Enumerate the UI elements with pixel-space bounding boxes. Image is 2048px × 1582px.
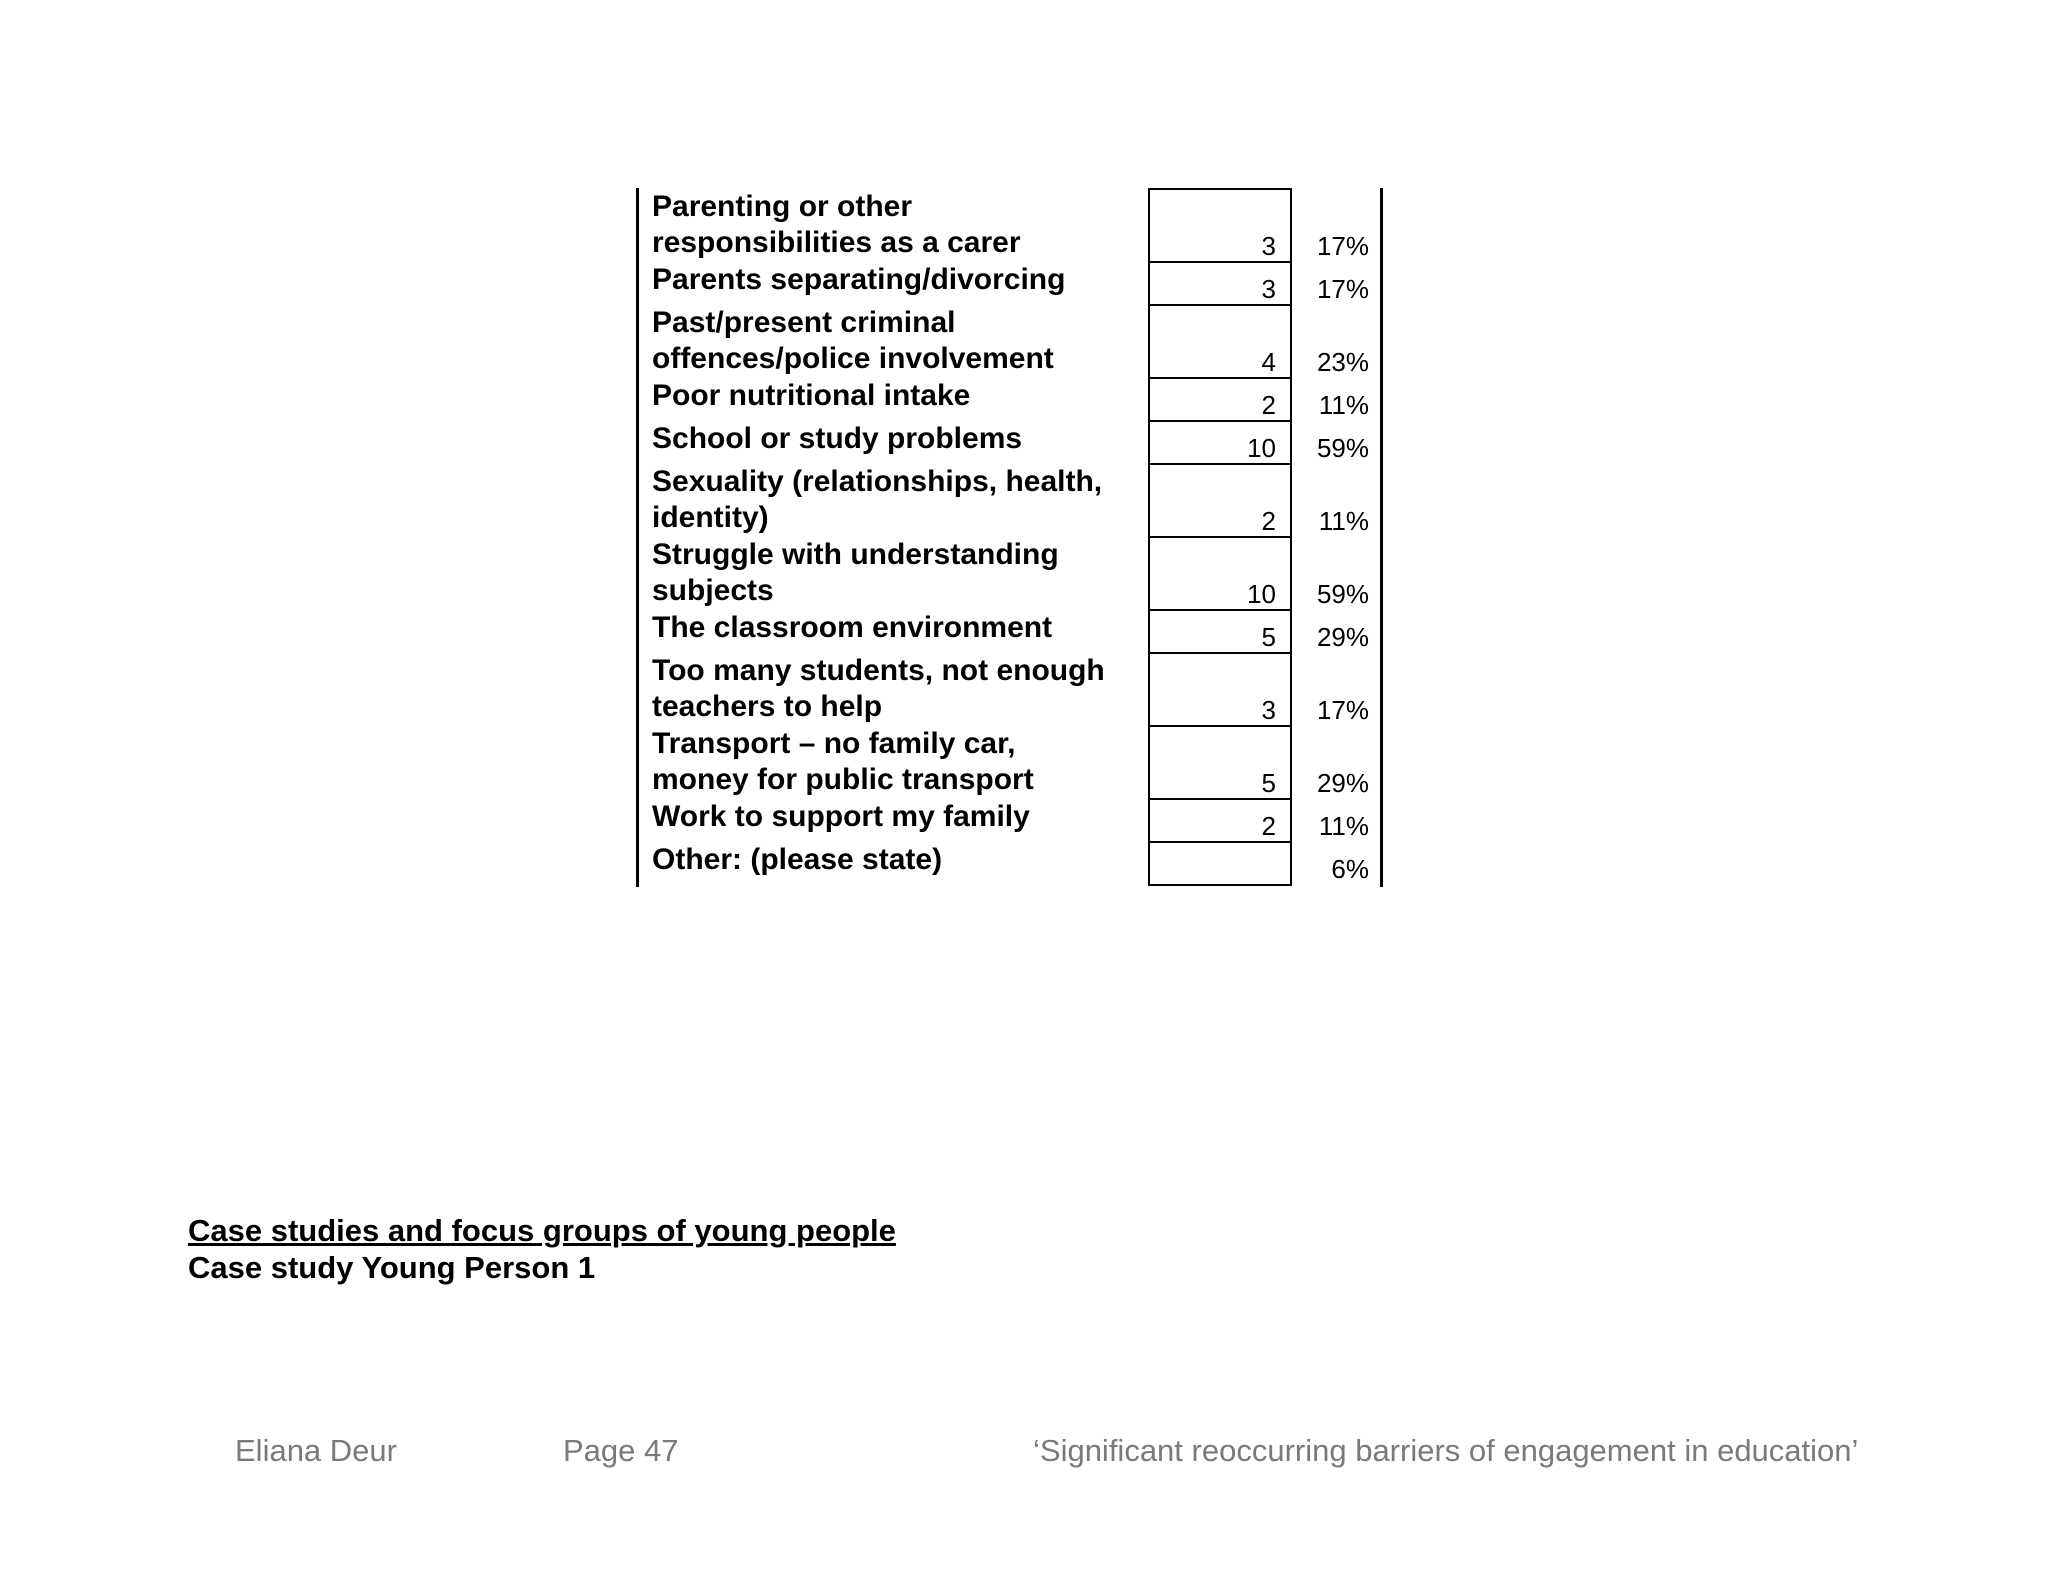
row-label-line: Other: (please state): [652, 843, 943, 876]
section-heading: Case studies and focus groups of young people: [188, 1213, 896, 1248]
row-label-line: Work to support my family: [652, 800, 1030, 833]
row-percent: 17%: [1316, 695, 1369, 725]
row-count: 3: [1261, 231, 1276, 261]
count-cell: [1148, 798, 1292, 841]
row-label-line: teachers to help: [652, 690, 883, 723]
barriers-table: [636, 188, 1383, 887]
row-percent: 17%: [1316, 231, 1369, 261]
count-cell: [1148, 420, 1292, 463]
table-row: [636, 841, 1383, 884]
row-percent: 23%: [1316, 347, 1369, 377]
row-label: [652, 189, 1172, 261]
row-label-line: School or study problems: [652, 422, 1023, 455]
footer-author: Eliana Deur: [235, 1433, 397, 1468]
row-percent: 17%: [1316, 274, 1369, 304]
count-cell: [1148, 536, 1292, 609]
row-label-line: Transport – no family car,: [652, 727, 1016, 760]
row-count: 5: [1261, 622, 1276, 652]
table-row: [636, 261, 1383, 304]
row-percent: 59%: [1316, 579, 1369, 609]
count-cell: [1148, 463, 1292, 536]
case-study-heading: Case study Young Person 1: [188, 1250, 596, 1285]
row-label-line: Struggle with understanding: [652, 538, 1059, 571]
row-label-line: Parents separating/divorcing: [652, 263, 1066, 296]
row-percent: 29%: [1316, 768, 1369, 798]
table-row: [636, 377, 1383, 420]
row-label: [652, 464, 1172, 536]
table-row: [636, 536, 1383, 609]
count-cell: [1148, 188, 1292, 261]
table-row: [636, 798, 1383, 841]
row-label: [652, 421, 1172, 457]
table-row: [636, 609, 1383, 652]
row-label: [652, 653, 1172, 725]
table-row: [636, 420, 1383, 463]
row-label-line: subjects: [652, 574, 774, 607]
row-label: [652, 378, 1172, 414]
table-row: [636, 188, 1383, 261]
footer-document-title: ‘Significant reoccurring barriers of engagement in education’: [1033, 1433, 1859, 1468]
row-percent: 11%: [1318, 506, 1369, 536]
row-label-line: The classroom environment: [652, 611, 1053, 644]
row-label-line: responsibilities as a carer: [652, 226, 1021, 259]
row-count: 2: [1261, 811, 1276, 841]
count-cell: [1148, 725, 1292, 798]
count-cell: [1148, 304, 1292, 377]
table-row: [636, 304, 1383, 377]
row-label-line: Parenting or other: [652, 190, 913, 223]
table-row: [636, 463, 1383, 536]
row-percent: 11%: [1318, 811, 1369, 841]
row-count: 10: [1247, 433, 1276, 463]
row-label: [652, 842, 1172, 878]
row-label: [652, 262, 1172, 298]
count-cell: [1148, 609, 1292, 652]
row-label-line: money for public transport: [652, 763, 1034, 796]
footer-page-number: Page 47: [563, 1433, 679, 1468]
row-count: 3: [1261, 274, 1276, 304]
count-cell: [1148, 841, 1292, 886]
row-percent: 29%: [1316, 622, 1369, 652]
row-label: [652, 610, 1172, 646]
row-percent: 11%: [1318, 390, 1369, 420]
row-label-line: Poor nutritional intake: [652, 379, 971, 412]
row-label: [652, 537, 1172, 609]
row-percent: 59%: [1316, 433, 1369, 463]
table-row: [636, 652, 1383, 725]
count-cell: [1148, 377, 1292, 420]
row-label-line: offences/police involvement: [652, 342, 1054, 375]
row-count: 2: [1261, 506, 1276, 536]
row-label-line: Past/present criminal: [652, 306, 956, 339]
table-row: [636, 725, 1383, 798]
row-count: 4: [1261, 347, 1276, 377]
row-count: 10: [1247, 579, 1276, 609]
count-cell: [1148, 652, 1292, 725]
row-count: 2: [1261, 390, 1276, 420]
count-cell: [1148, 261, 1292, 304]
row-count: 3: [1261, 695, 1276, 725]
row-label-line: identity): [652, 501, 769, 534]
row-label: [652, 305, 1172, 377]
row-percent: 6%: [1331, 854, 1369, 884]
row-label: [652, 799, 1172, 835]
row-label-line: Sexuality (relationships, health,: [652, 465, 1103, 498]
row-count: 5: [1261, 768, 1276, 798]
row-label: [652, 726, 1172, 798]
row-label-line: Too many students, not enough: [652, 654, 1105, 687]
